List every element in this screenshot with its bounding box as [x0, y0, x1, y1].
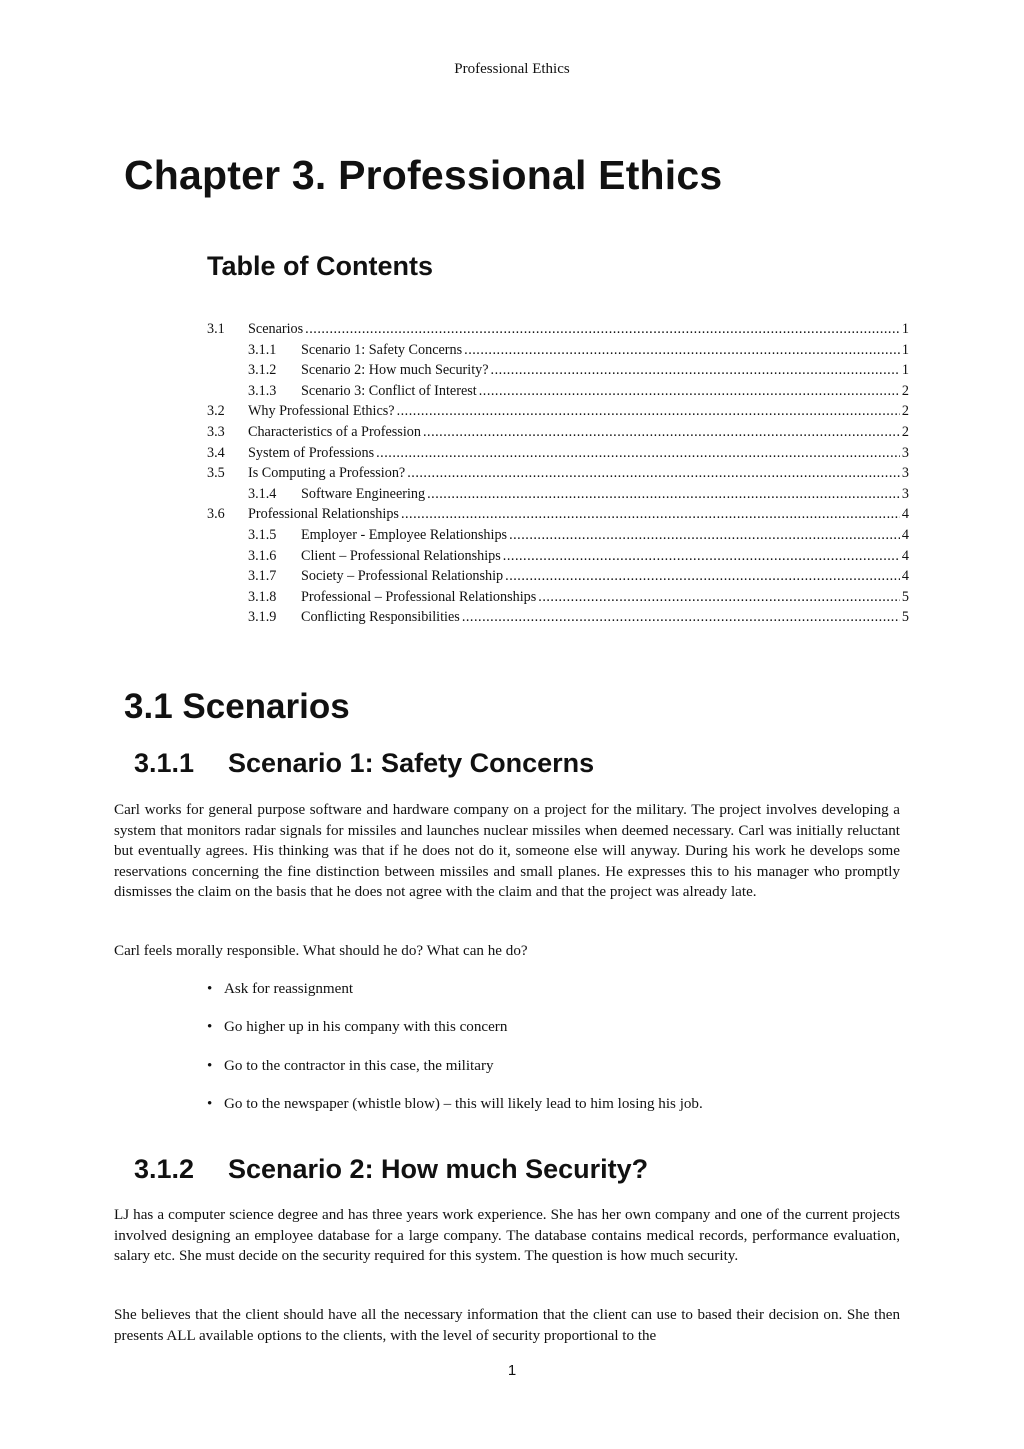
- toc-entry-number: 3.1: [207, 321, 225, 337]
- toc-entry-page: 2: [901, 423, 909, 440]
- toc-entry-number: 3.1.7: [248, 568, 277, 585]
- toc-entry-number: 3.1.4: [248, 485, 277, 502]
- list-item: [207, 1056, 703, 1094]
- scenario-1-options-list: [207, 979, 703, 1132]
- toc-leader-dots: [464, 340, 900, 361]
- toc-leader-dots: [503, 546, 900, 567]
- toc-entry-number: 3.1.5: [248, 526, 277, 543]
- toc-entry-label: Employer - Employee Relationships: [301, 526, 508, 543]
- toc-leader-dots: [509, 525, 900, 546]
- toc-entry-label: Characteristics of a Profession: [248, 423, 421, 440]
- toc-entry-label: Software Engineering: [301, 485, 426, 502]
- toc-entry[interactable]: [207, 401, 909, 422]
- toc-entry[interactable]: [207, 587, 909, 608]
- toc-entry[interactable]: [207, 607, 909, 628]
- toc-entry-number: 3.1.3: [248, 382, 277, 399]
- list-item-text: Go higher up in his company with this concern: [224, 1019, 508, 1036]
- scenario-1-paragraph: Carl works for general purpose software and hardware company on a project for the military. The project involves developing a system that monitors radar signals for missiles and launches nuclear missiles when deemed necessary. Carl was initially reluctant but eventually agrees. His thinking was that if he does not do it, someone else will anyway. During his work he develops some reservations concerning the fine distinction between missiles and small planes. He expresses this to his manager who promptly dismisses the claim on the basis that he does not agree with the claim and that the project was already late.: [114, 802, 900, 901]
- toc-entry[interactable]: [207, 443, 909, 464]
- toc-entry[interactable]: [207, 484, 909, 505]
- toc-entry-page: 4: [901, 547, 909, 564]
- toc-entry[interactable]: [207, 340, 909, 361]
- toc-entry[interactable]: [207, 525, 909, 546]
- toc-entry-page: 5: [901, 588, 909, 605]
- bullet-icon: •: [207, 981, 213, 997]
- section-heading-scenarios: 3.1 Scenarios: [124, 687, 350, 726]
- toc-entry-page: 1: [901, 341, 909, 358]
- toc-entry-page: 4: [901, 568, 909, 585]
- toc-entry-label: System of Professions: [248, 444, 375, 461]
- subsection-number: 3.1.2: [134, 1154, 195, 1184]
- scenario-1-question: Carl feels morally responsible. What should he do? What can he do?: [114, 943, 528, 959]
- toc-entry-label: Professional Relationships: [248, 506, 399, 523]
- toc-entry-number: 3.1.2: [248, 362, 277, 379]
- toc-entry-number: 3.6: [207, 506, 225, 523]
- bullet-icon: •: [207, 1057, 213, 1074]
- toc-entry-page: 1: [901, 321, 909, 337]
- toc-entry[interactable]: [207, 546, 909, 567]
- toc-entry-label: Scenario 3: Conflict of Interest: [301, 382, 477, 399]
- toc-entry-number: 3.1.6: [248, 547, 277, 564]
- toc-entry-page: 3: [901, 465, 909, 482]
- toc-leader-dots: [397, 401, 900, 422]
- toc-entry-number: 3.4: [207, 444, 225, 461]
- scenario-2-paragraph-continued: She believes that the client should have all the necessary information that the client can use to based their decision on. She then presents ALL available options to the clients, with the level of security proportional to the: [114, 1307, 900, 1344]
- toc-entry-page: 5: [901, 609, 909, 626]
- toc-entry-label: Scenarios: [248, 321, 304, 337]
- toc-entry[interactable]: [207, 463, 909, 484]
- toc-entry[interactable]: [207, 504, 909, 525]
- subsection-title: Scenario 2: How much Security?: [228, 1154, 649, 1184]
- toc-entry[interactable]: [207, 422, 909, 443]
- toc-title: Table of Contents: [207, 251, 433, 281]
- toc-entry-label: Scenario 2: How much Security?: [301, 362, 489, 379]
- toc-entry-number: 3.5: [207, 465, 225, 482]
- toc-leader-dots: [401, 504, 900, 525]
- toc-leader-dots: [505, 566, 900, 587]
- toc-leader-dots: [462, 607, 900, 628]
- toc-leader-dots: [538, 587, 900, 608]
- toc-entry-number: 3.1.9: [248, 609, 277, 626]
- toc-entry-label: Why Professional Ethics?: [248, 403, 395, 420]
- subsection-heading-scenario-2: [134, 1154, 648, 1185]
- toc-leader-dots: [423, 422, 900, 443]
- toc-entry-label: Is Computing a Profession?: [248, 465, 406, 482]
- page-number: 1: [507, 1362, 517, 1379]
- toc-entry-page: 4: [901, 526, 909, 543]
- toc-entry-label: Client – Professional Relationships: [301, 547, 501, 564]
- bullet-icon: •: [207, 1095, 213, 1112]
- toc-entry[interactable]: [207, 319, 909, 340]
- subsection-title: Scenario 1: Safety Concerns: [228, 748, 595, 778]
- toc-entry[interactable]: [207, 566, 909, 587]
- list-item-text: Ask for reassignment: [224, 981, 354, 997]
- toc-entry-page: 3: [901, 444, 909, 461]
- toc-entry-page: 1: [901, 362, 909, 379]
- list-item: [207, 979, 703, 1017]
- toc-entry-page: 2: [901, 403, 909, 420]
- toc-entry-number: 3.1.8: [248, 588, 277, 605]
- toc-entry-page: 3: [901, 485, 909, 502]
- chapter-title: Chapter 3. Professional Ethics: [124, 152, 723, 198]
- list-item-text: Go to the contractor in this case, the military: [224, 1057, 494, 1074]
- bullet-icon: •: [207, 1019, 213, 1036]
- table-of-contents: [207, 319, 909, 628]
- running-header: Professional Ethics: [454, 61, 570, 77]
- toc-entry-number: 3.1.1: [248, 341, 277, 358]
- toc-entry-number: 3.3: [207, 423, 225, 440]
- toc-entry-page: 2: [901, 382, 909, 399]
- subsection-heading-scenario-1: [134, 748, 594, 779]
- scenario-2-paragraph: LJ has a computer science degree and has three years work experience. She has her own company and one of the current projects involved designing an employee database for a large company. The database contains medical records, performance evaluation, salary etc. She must decide on the security required for this system. The question is how much security.: [114, 1207, 900, 1265]
- list-item-text: Go to the newspaper (whistle blow) – this will likely lead to him losing his job.: [224, 1095, 703, 1112]
- toc-leader-dots: [479, 381, 900, 402]
- toc-entry-number: 3.2: [207, 403, 225, 420]
- toc-entry[interactable]: [207, 381, 909, 402]
- toc-entry-label: Professional – Professional Relationships: [301, 588, 537, 605]
- toc-leader-dots: [407, 463, 900, 484]
- toc-entry[interactable]: [207, 360, 909, 381]
- toc-leader-dots: [491, 360, 900, 381]
- toc-entry-label: Conflicting Responsibilities: [301, 609, 460, 626]
- toc-leader-dots: [376, 443, 900, 464]
- toc-leader-dots: [305, 319, 900, 340]
- toc-leader-dots: [427, 484, 900, 505]
- toc-entry-page: 4: [901, 506, 909, 523]
- toc-entry-label: Scenario 1: Safety Concerns: [301, 341, 463, 358]
- toc-entry-label: Society – Professional Relationship: [301, 568, 504, 585]
- list-item: [207, 1094, 703, 1132]
- list-item: [207, 1017, 703, 1055]
- subsection-number: 3.1.1: [134, 748, 195, 778]
